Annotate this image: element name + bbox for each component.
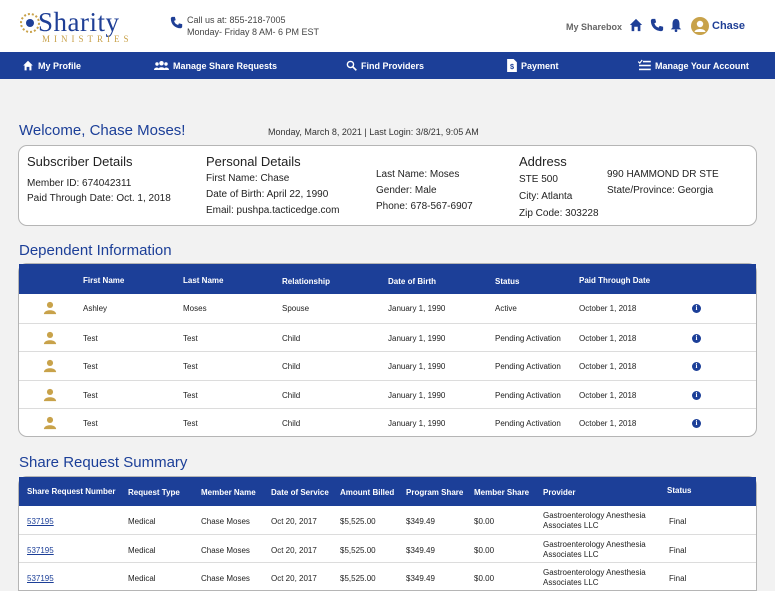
last-name: Last Name: Moses <box>376 169 460 180</box>
paid-through-cell: October 1, 2018 <box>579 304 637 313</box>
date-of-service-cell: Oct 20, 2017 <box>271 517 317 526</box>
info-icon[interactable]: i <box>692 334 701 343</box>
svg-text:$: $ <box>509 61 515 71</box>
paid-through-cell: October 1, 2018 <box>579 419 637 429</box>
status-cell: Pending Activation <box>495 362 561 372</box>
request-type-cell: Medical <box>128 517 156 526</box>
dependents-table <box>18 263 757 437</box>
relationship-cell: Child <box>282 362 301 372</box>
col-date-of-birth: Date of Birth <box>388 277 436 286</box>
nav-label: My Profile <box>38 60 82 71</box>
call-info <box>187 14 319 38</box>
request-number-link[interactable]: 537195 <box>27 546 54 555</box>
provider-cell-line1: Gastroenterology Anesthesia <box>543 511 646 520</box>
person-icon <box>43 416 57 430</box>
call-phone-line: Call us at: 855-218-7005 <box>187 15 286 25</box>
list-icon <box>638 60 651 71</box>
nav-label: Manage Share Requests <box>173 60 278 71</box>
share-request-summary-title: Share Request Summary <box>19 454 188 471</box>
col-paid-through-date: Paid Through Date <box>579 276 651 285</box>
col-amount-billed: Amount Billed <box>340 488 395 497</box>
search-icon <box>346 60 357 71</box>
call-hours-line: Monday- Friday 8 AM- 6 PM EST <box>187 27 320 37</box>
last-name-cell: Test <box>183 362 198 372</box>
date-of-service-cell: Oct 20, 2017 <box>271 546 317 555</box>
request-number-link[interactable]: 537195 <box>27 517 54 526</box>
table-row <box>19 294 756 323</box>
user-avatar[interactable] <box>691 17 709 35</box>
table-row <box>19 408 756 437</box>
nav-find-providers[interactable] <box>346 52 424 79</box>
logo-subtitle: MINISTRIES <box>42 34 133 44</box>
program-share-cell: $349.49 <box>406 574 435 583</box>
status-cell: Pending Activation <box>495 390 561 400</box>
email: Email: pushpa.tacticedge.com <box>206 205 340 216</box>
dob-cell: January 1, 1990 <box>388 419 446 429</box>
share-requests-table <box>18 476 757 591</box>
logo-title: Sharity <box>38 7 120 37</box>
subscriber-card <box>18 145 757 226</box>
address-heading: Address <box>519 154 567 169</box>
amount-billed-cell: $5,525.00 <box>340 546 376 555</box>
address-state: State/Province: Georgia <box>607 185 714 196</box>
col-member-name: Member Name <box>201 488 256 497</box>
gender: Gender: Male <box>376 185 437 196</box>
dob-cell: January 1, 1990 <box>388 390 446 400</box>
table-row <box>19 351 756 380</box>
first-name-cell: Test <box>83 419 98 429</box>
paid-through-cell: October 1, 2018 <box>579 333 637 343</box>
address-zip: Zip Code: 303228 <box>519 208 599 219</box>
provider-cell-line1: Gastroenterology Anesthesia <box>543 568 646 577</box>
nav-label: Manage Your Account <box>655 60 749 71</box>
first-name-cell: Test <box>83 362 98 372</box>
amount-billed-cell: $5,525.00 <box>340 574 376 583</box>
first-name: First Name: Chase <box>206 173 290 184</box>
provider-cell-line2: Associates LLC <box>543 550 599 559</box>
personal-details-heading: Personal Details <box>206 154 301 169</box>
member-id: Member ID: 674042311 <box>27 178 132 189</box>
table-row <box>19 323 756 352</box>
dob-cell: January 1, 1990 <box>388 362 446 372</box>
info-icon[interactable]: i <box>692 304 701 313</box>
nav-manage-share-requests[interactable] <box>154 52 277 79</box>
dependent-info-title: Dependent Information <box>19 242 172 259</box>
user-icon <box>691 17 709 35</box>
date-of-service-cell: Oct 20, 2017 <box>271 574 317 583</box>
last-login-info: Monday, March 8, 2021 | Last Login: 3/8/21, 9:05 AM <box>268 127 479 137</box>
bell-icon[interactable] <box>669 18 683 32</box>
relationship-cell: Child <box>282 333 301 343</box>
phone-icon[interactable] <box>650 18 664 32</box>
status-cell: Final <box>669 574 687 583</box>
paid-through-cell: October 1, 2018 <box>579 390 637 400</box>
member-share-cell: $0.00 <box>474 546 495 555</box>
member-name-cell: Chase Moses <box>201 574 250 583</box>
nav-my-profile[interactable] <box>22 52 81 79</box>
col-status: Status <box>495 277 520 286</box>
member-name-cell: Chase Moses <box>201 517 250 526</box>
provider-cell-line2: Associates LLC <box>543 521 599 530</box>
nav-label: Payment <box>521 60 559 71</box>
table-row <box>19 380 756 409</box>
nav-label: Find Providers <box>361 60 425 71</box>
member-share-cell: $0.00 <box>474 517 495 526</box>
last-name-cell: Test <box>183 390 198 400</box>
last-name-cell: Test <box>183 333 198 343</box>
address-line2: STE 500 <box>519 174 558 185</box>
main-nav <box>0 52 775 79</box>
status-cell: Pending Activation <box>495 419 561 429</box>
provider-cell-line2: Associates LLC <box>543 578 599 587</box>
paid-through-date: Paid Through Date: Oct. 1, 2018 <box>27 193 171 204</box>
first-name-cell: Test <box>83 390 98 400</box>
phone-icon <box>170 16 183 29</box>
col-date-of-service: Date of Service <box>271 488 329 497</box>
top-header <box>0 0 775 52</box>
phone: Phone: 678-567-6907 <box>376 201 473 212</box>
col-status: Status <box>667 486 692 495</box>
home-icon <box>22 60 34 71</box>
col-member-share: Member Share <box>474 488 530 497</box>
dependents-table-header <box>19 264 756 294</box>
home-icon[interactable] <box>629 18 643 32</box>
relationship-cell: Child <box>282 390 301 400</box>
request-number-link[interactable]: 537195 <box>27 574 54 583</box>
my-sharebox-link[interactable]: My Sharebox <box>566 22 623 32</box>
person-icon <box>43 301 57 315</box>
program-share-cell: $349.49 <box>406 517 435 526</box>
share-requests-table-header <box>19 477 756 506</box>
person-icon <box>43 359 57 373</box>
date-of-birth: Date of Birth: April 22, 1990 <box>206 189 329 200</box>
member-name-cell: Chase Moses <box>201 546 250 555</box>
first-name-cell: Ashley <box>83 304 108 313</box>
person-icon <box>43 331 57 345</box>
member-share-cell: $0.00 <box>474 574 495 583</box>
welcome-title: Welcome, Chase Moses! <box>19 122 186 139</box>
col-first-name: First Name <box>83 276 125 285</box>
table-row <box>19 534 756 562</box>
col-request-type: Request Type <box>128 488 180 497</box>
info-icon[interactable]: i <box>692 391 701 400</box>
col-provider: Provider <box>543 488 576 497</box>
group-icon <box>154 60 169 71</box>
table-row <box>19 562 756 590</box>
dob-cell: January 1, 1990 <box>388 333 446 343</box>
status-cell: Final <box>669 546 687 555</box>
paid-through-cell: October 1, 2018 <box>579 362 637 372</box>
col-last-name: Last Name <box>183 276 224 285</box>
program-share-cell: $349.49 <box>406 546 435 555</box>
first-name-cell: Test <box>83 333 98 343</box>
last-name-cell: Test <box>183 419 198 429</box>
subscriber-details-heading: Subscriber Details <box>27 154 133 169</box>
provider-cell-line1: Gastroenterology Anesthesia <box>543 540 646 549</box>
col-relationship: Relationship <box>282 277 331 286</box>
nav-manage-your-account[interactable] <box>638 52 749 79</box>
address-city: City: Atlanta <box>519 191 573 202</box>
col-share-request-number: Share Request Number <box>27 487 116 496</box>
relationship-cell: Spouse <box>282 304 310 313</box>
info-icon[interactable]: i <box>692 362 701 371</box>
dob-cell: January 1, 1990 <box>388 304 446 313</box>
sharity-logo[interactable] <box>18 7 148 45</box>
person-icon <box>43 388 57 402</box>
table-row <box>19 506 756 534</box>
info-icon[interactable]: i <box>692 419 701 428</box>
status-cell: Active <box>495 304 517 313</box>
col-program-share: Program Share <box>406 488 464 497</box>
amount-billed-cell: $5,525.00 <box>340 517 376 526</box>
request-type-cell: Medical <box>128 574 156 583</box>
dollar-doc-icon <box>507 59 517 72</box>
status-cell: Pending Activation <box>495 333 561 343</box>
address-line1: 990 HAMMOND DR STE <box>607 169 719 180</box>
user-name[interactable]: Chase <box>712 20 746 32</box>
nav-payment[interactable] <box>507 52 559 79</box>
last-name-cell: Moses <box>183 304 207 313</box>
status-cell: Final <box>669 517 687 526</box>
relationship-cell: Child <box>282 419 301 429</box>
request-type-cell: Medical <box>128 546 156 555</box>
